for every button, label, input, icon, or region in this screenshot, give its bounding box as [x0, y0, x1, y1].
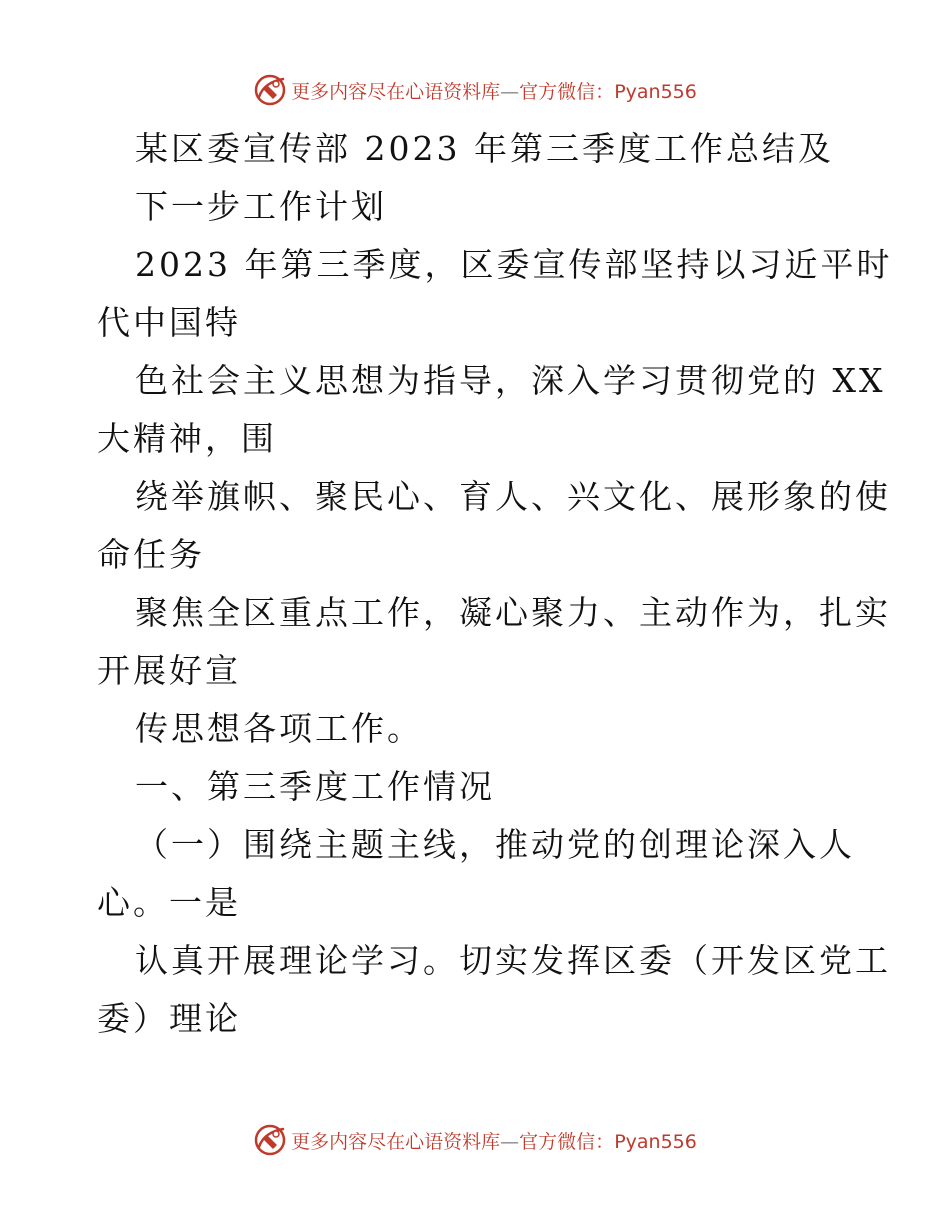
doc-line: 代中国特 [97, 303, 241, 342]
doc-line: 绕举旗帜、聚民心、育人、兴文化、展形象的使 [135, 477, 891, 516]
doc-line: 开展好宣 [97, 651, 241, 690]
doc-line: 委）理论 [97, 999, 241, 1038]
doc-line: 认真开展理论学习。切实发挥区委（开发区党工 [135, 941, 891, 980]
doc-line: （一）围绕主题主线，推动党的创理论深入人 [135, 825, 855, 864]
doc-line: 命任务 [97, 535, 205, 574]
doc-line: 2023 年第三季度，区委宣传部坚持以习近平时 [135, 245, 893, 284]
doc-line: 某区委宣传部 2023 年第三季度工作总结及 [135, 129, 834, 168]
section-heading: 一、第三季度工作情况 [135, 767, 495, 806]
doc-line: 心。一是 [97, 883, 241, 922]
doc-line: 聚焦全区重点工作，凝心聚力、主动作为，扎实 [135, 593, 891, 632]
header-watermark [0, 70, 950, 110]
footer-watermark [0, 1120, 950, 1160]
doc-line: 大精神，围 [97, 419, 277, 458]
doc-line: 传思想各项工作。 [135, 709, 423, 748]
pen-seal-logo-icon [253, 1123, 287, 1157]
document-body [97, 120, 893, 1048]
watermark-text: 更多内容尽在心语资料库—官方微信：Pyan556 [291, 1130, 697, 1153]
doc-line: 色社会主义思想为指导，深入学习贯彻党的 XX [135, 361, 886, 400]
doc-line: 下一步工作计划 [135, 187, 387, 226]
watermark-text: 更多内容尽在心语资料库—官方微信：Pyan556 [291, 80, 697, 103]
pen-seal-logo-icon [253, 73, 287, 107]
